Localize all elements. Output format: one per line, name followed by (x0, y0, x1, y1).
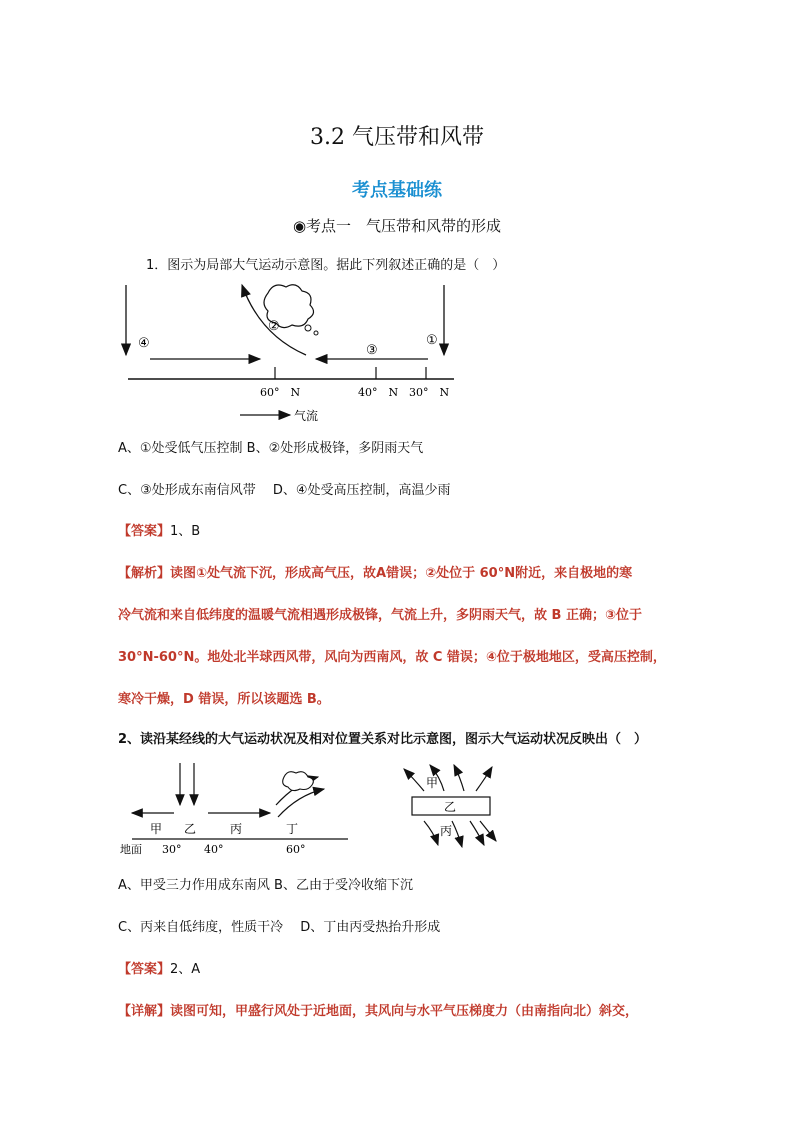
page-title: 3.2 气压带和风带 (310, 125, 484, 150)
label-60: 60° (286, 843, 306, 856)
label-bing: 丙 (230, 822, 243, 836)
rising-arrow (278, 789, 324, 817)
section-subtitle: 考点基础练 (352, 180, 442, 201)
question-2-figure (118, 755, 498, 865)
marker-4: ④ (138, 336, 150, 351)
label-jia: 甲 (150, 822, 163, 836)
question-1-options-cd: C、③处形成东南信风带 D、④处受高压控制，高温少雨 (118, 483, 451, 498)
arrow-down-left (424, 821, 438, 845)
arrow-down-right (480, 821, 496, 841)
question-1-stem: 1．图示为局部大气运动示意图。据此下列叙述正确的是（ ） (146, 258, 506, 273)
box-label-yi: 乙 (444, 800, 457, 814)
question-2-options-cd: C、丙来自低纬度，性质干冷 D、丁由丙受热抬升形成 (118, 920, 441, 935)
explanation-line-3: 30°N-60°N。地处北半球西风带，风向为西南风，故 C 错误；④位于极地地区，受高压控制， (118, 650, 666, 665)
label-bing-right: 丙 (440, 824, 453, 838)
label-jia-right: 甲 (426, 776, 439, 790)
arrow-up-right (476, 767, 492, 791)
label-40n: 40° N (358, 386, 399, 399)
explanation-line-2: 冷气流和来自低纬度的温暖气流相遇形成极锋，气流上升，多阴雨天气，故 B 正确；③位于 (118, 608, 642, 623)
label-ding: 丁 (286, 822, 299, 836)
topic-heading: ◉考点一 气压带和风带的形成 (292, 217, 502, 235)
question-2-stem: 2、读沿某经线的大气运动状况及相对位置关系对比示意图，图示大气运动状况反映出（ ） (118, 732, 648, 747)
label-ground: 地面 (120, 843, 142, 856)
answer-value: 2、A (170, 962, 201, 977)
marker-3: ③ (366, 343, 378, 358)
question-1-answer (118, 520, 200, 539)
explanation-line-4: 寒冷干燥，D 错误，所以该题选 B。 (118, 692, 330, 707)
cloud-icon (283, 772, 314, 791)
question-2-options-ab: A、甲受三力作用成东南风 B、乙由于受冷收缩下沉 (118, 878, 413, 893)
answer-tag: 【答案】 (118, 524, 171, 539)
label-40: 40° (204, 843, 224, 856)
question-1-options-ab: A、①处受低气压控制 B、②处形成极锋，多阴雨天气 (118, 441, 424, 456)
marker-1: ① (426, 333, 438, 348)
answer-value: 1、B (170, 524, 201, 539)
question-1-figure (110, 275, 470, 425)
label-30: 30° (162, 843, 182, 856)
explanation-2-line-1: 【详解】读图可知，甲盛行风处于近地面，其风向与水平气压梯度力（由南指向北）斜交， (118, 1004, 639, 1019)
legend-label: 气流 (294, 409, 319, 423)
explanation-tag: 【详解】 (118, 1004, 171, 1019)
question-2-answer (118, 958, 200, 977)
label-yi: 乙 (184, 822, 197, 836)
arrow-up-left (404, 769, 424, 791)
marker-2: ② (268, 319, 280, 334)
label-30n: 30° N (409, 386, 450, 399)
explanation-tag: 【解析】 (118, 566, 171, 581)
answer-tag: 【答案】 (118, 962, 171, 977)
label-60n: 60° N (260, 386, 301, 399)
explanation-line-1: 【解析】读图①处气流下沉，形成高气压，故A错误；②处位于 60°N附近，来自极地的寒 (118, 566, 633, 581)
